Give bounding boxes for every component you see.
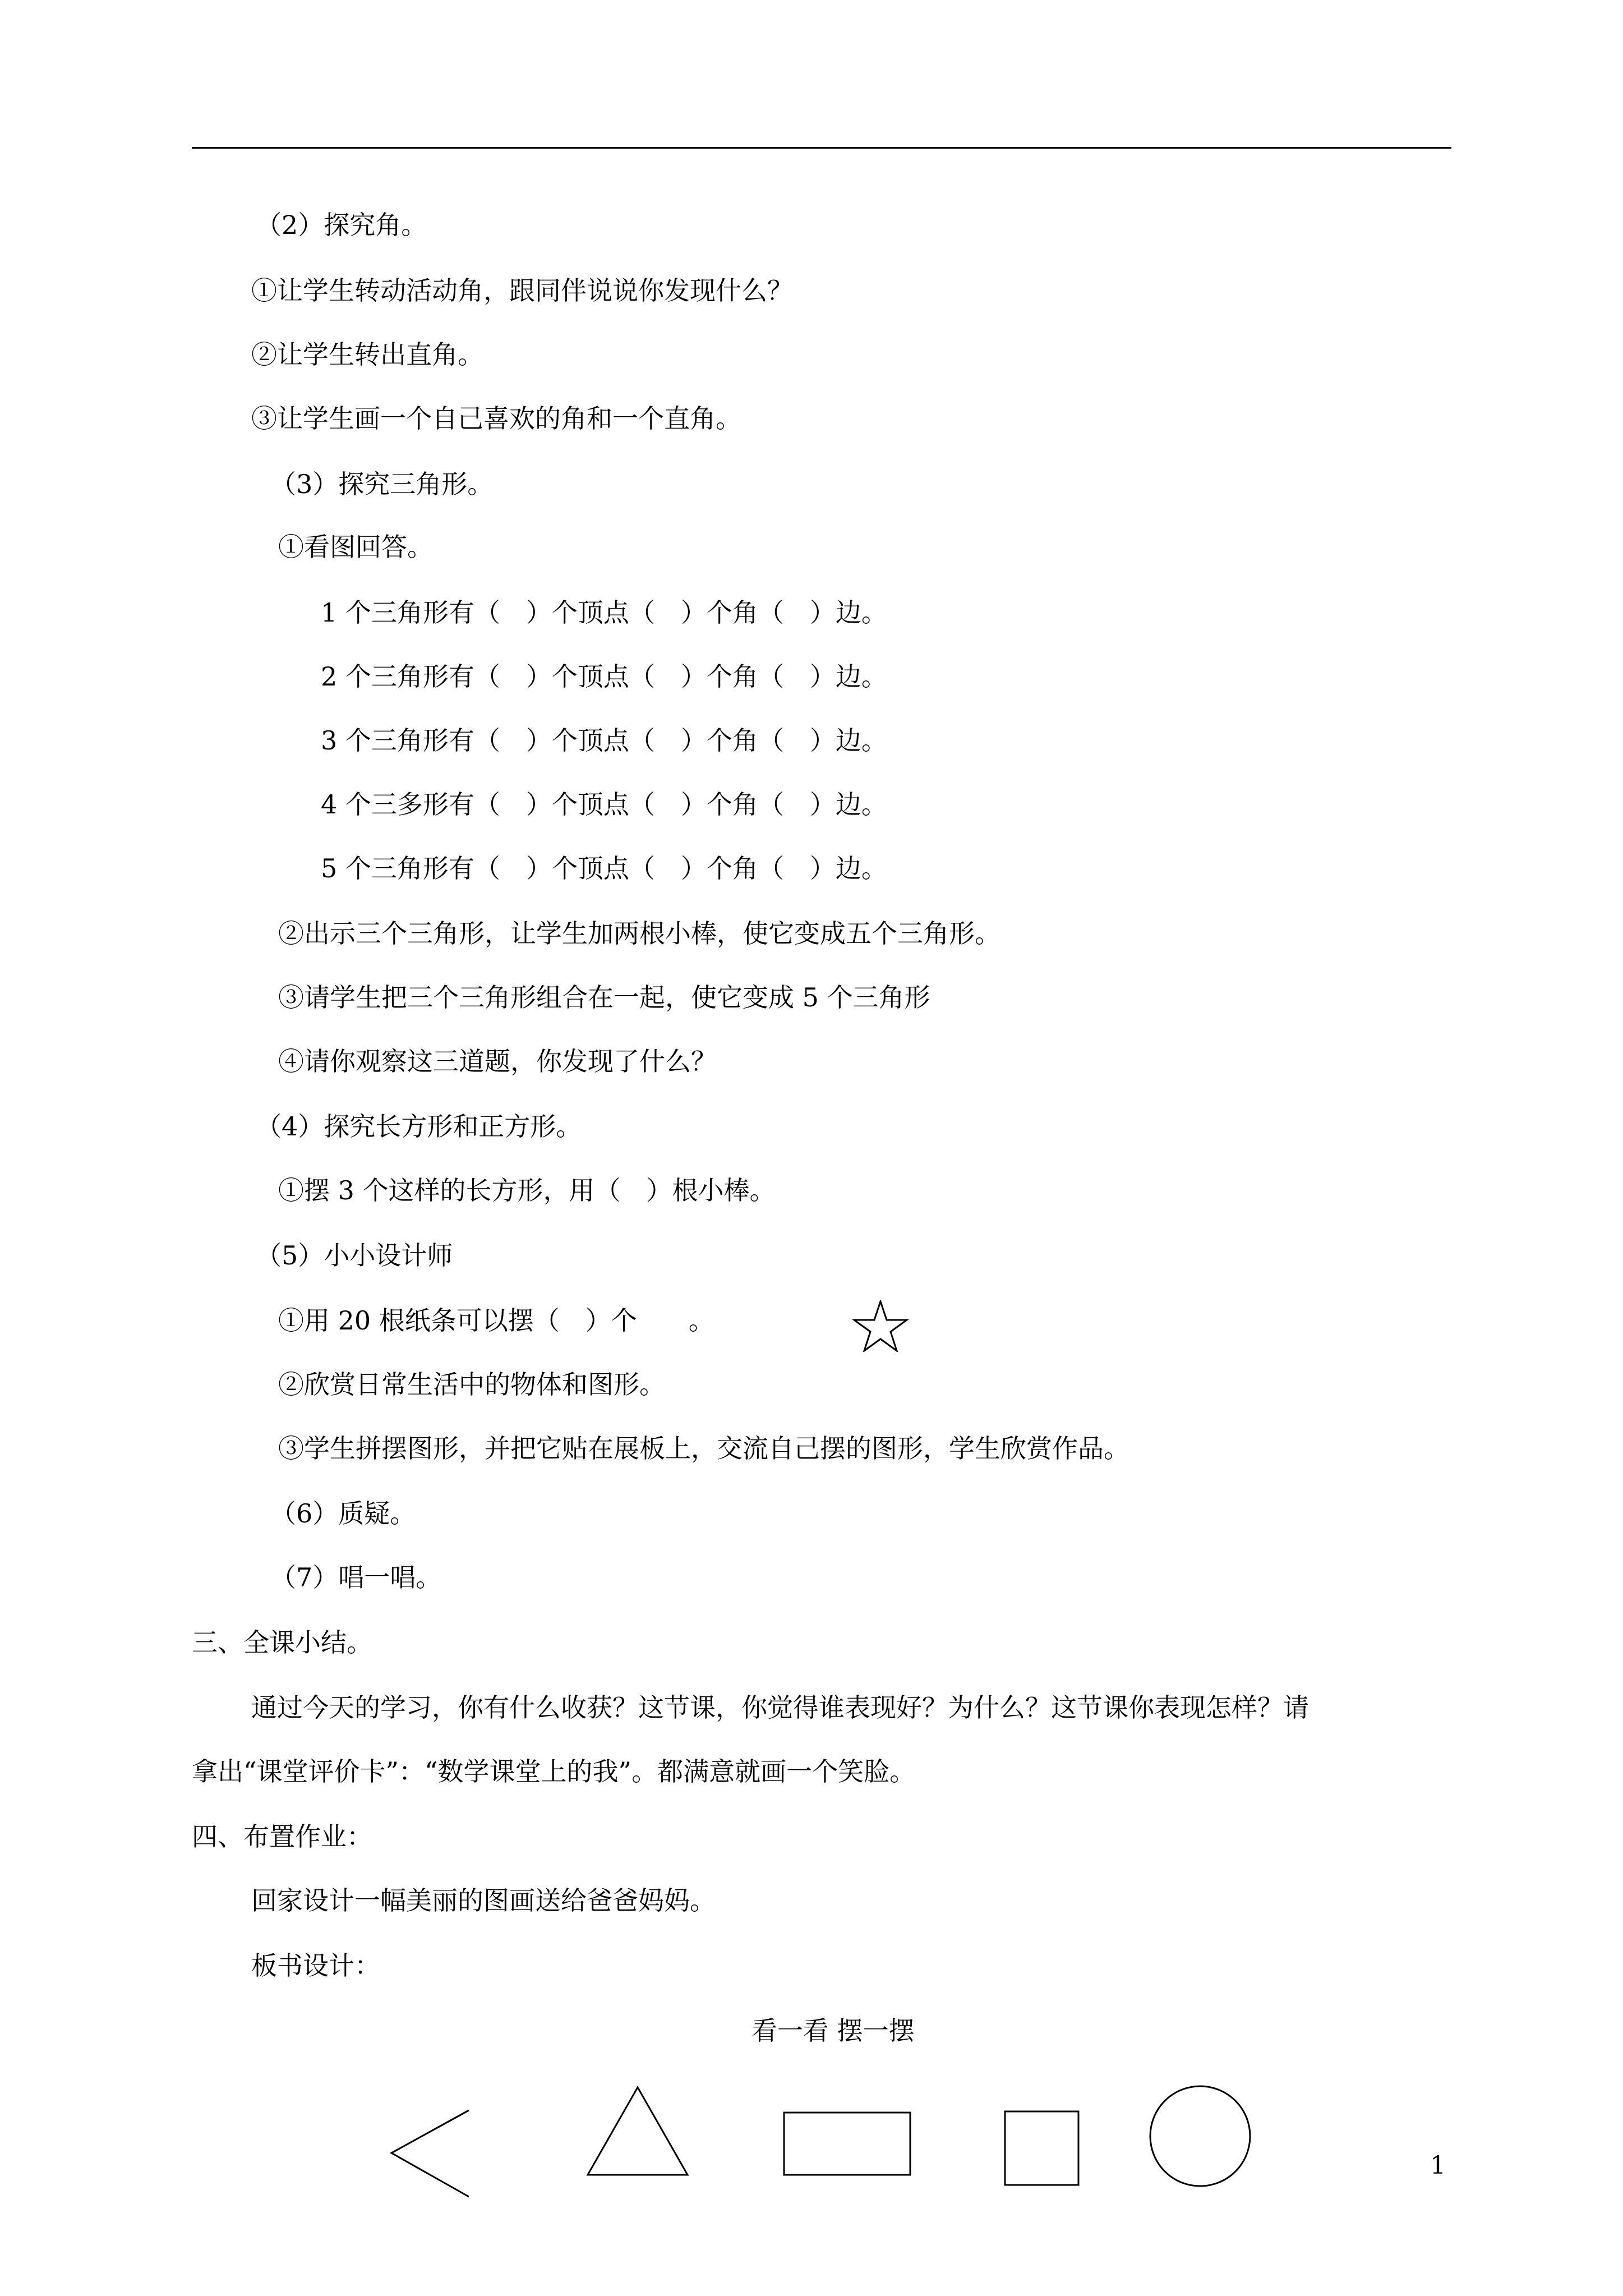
item-4-1: ①摆 3 个这样的长方形，用（ ）根小棒。 <box>278 1175 776 1205</box>
square-icon <box>1004 2110 1080 2187</box>
summary-paragraph-line-1: 通过今天的学习，你有什么收获？这节课，你觉得谁表现好？为什么？这节课你表现怎样？请 <box>251 1692 1309 1723</box>
board-title: 看一看 摆一摆 <box>751 2016 915 2046</box>
summary-paragraph-line-2: 拿出“课堂评价卡”：“数学课堂上的我”。都满意就画一个笑脸。 <box>192 1756 916 1787</box>
section-5-heading: （5）小小设计师 <box>256 1240 453 1271</box>
triangle-question-2: 2 个三角形有（ ）个顶点（ ）个角（ ）边。 <box>321 661 887 692</box>
section-3-heading: （3）探究三角形。 <box>270 469 494 499</box>
item-3-1: ①看图回答。 <box>278 532 433 562</box>
item-2-2: ②让学生转出直角。 <box>251 339 483 370</box>
triangle-question-3: 3 个三角形有（ ）个顶点（ ）个角（ ）边。 <box>321 725 887 756</box>
page-number: 1 <box>1430 2151 1446 2180</box>
triangle-question-5: 5 个三角形有（ ）个顶点（ ）个角（ ）边。 <box>321 853 887 884</box>
triangle-icon <box>585 2086 690 2177</box>
board-design-label: 板书设计： <box>251 1950 380 1981</box>
item-3-4: ④请你观察这三道题，你发现了什么？ <box>278 1046 717 1076</box>
item-5-2: ②欣赏日常生活中的物体和图形。 <box>278 1369 665 1400</box>
item-2-3: ③让学生画一个自己喜欢的角和一个直角。 <box>251 403 741 434</box>
section-4-heading: （4）探究长方形和正方形。 <box>256 1111 582 1142</box>
section-6-heading: （6）质疑。 <box>270 1498 416 1529</box>
item-5-3: ③学生拼摆图形，并把它贴在展板上，交流自己摆的图形，学生欣赏作品。 <box>278 1433 1129 1464</box>
triangle-question-4: 4 个三多形有（ ）个顶点（ ）个角（ ）边。 <box>321 789 887 820</box>
part-3-heading: 三、全课小结。 <box>192 1627 372 1658</box>
header-rule <box>192 147 1451 149</box>
triangle-question-1: 1 个三角形有（ ）个顶点（ ）个角（ ）边。 <box>321 597 887 628</box>
rectangle-icon <box>783 2111 912 2177</box>
star-outline-icon <box>852 1300 909 1352</box>
item-3-3: ③请学生把三个三角形组合在一起，使它变成 5 个三角形 <box>278 982 930 1013</box>
section-7-heading: （7）唱一唱。 <box>270 1562 442 1593</box>
item-3-2: ②出示三个三角形，让学生加两根小棒，使它变成五个三角形。 <box>278 918 1000 949</box>
angle-icon <box>387 2109 471 2199</box>
item-2-1: ①让学生转动活动角，跟同伴说说你发现什么？ <box>251 275 793 306</box>
part-4-heading: 四、布置作业： <box>192 1821 372 1852</box>
homework-text: 回家设计一幅美丽的图画送给爸爸妈妈。 <box>251 1885 716 1916</box>
item-5-1: ①用 20 根纸条可以摆（ ）个 。 <box>278 1305 714 1336</box>
section-2-heading: （2）探究角。 <box>256 210 427 240</box>
circle-icon <box>1149 2085 1252 2188</box>
